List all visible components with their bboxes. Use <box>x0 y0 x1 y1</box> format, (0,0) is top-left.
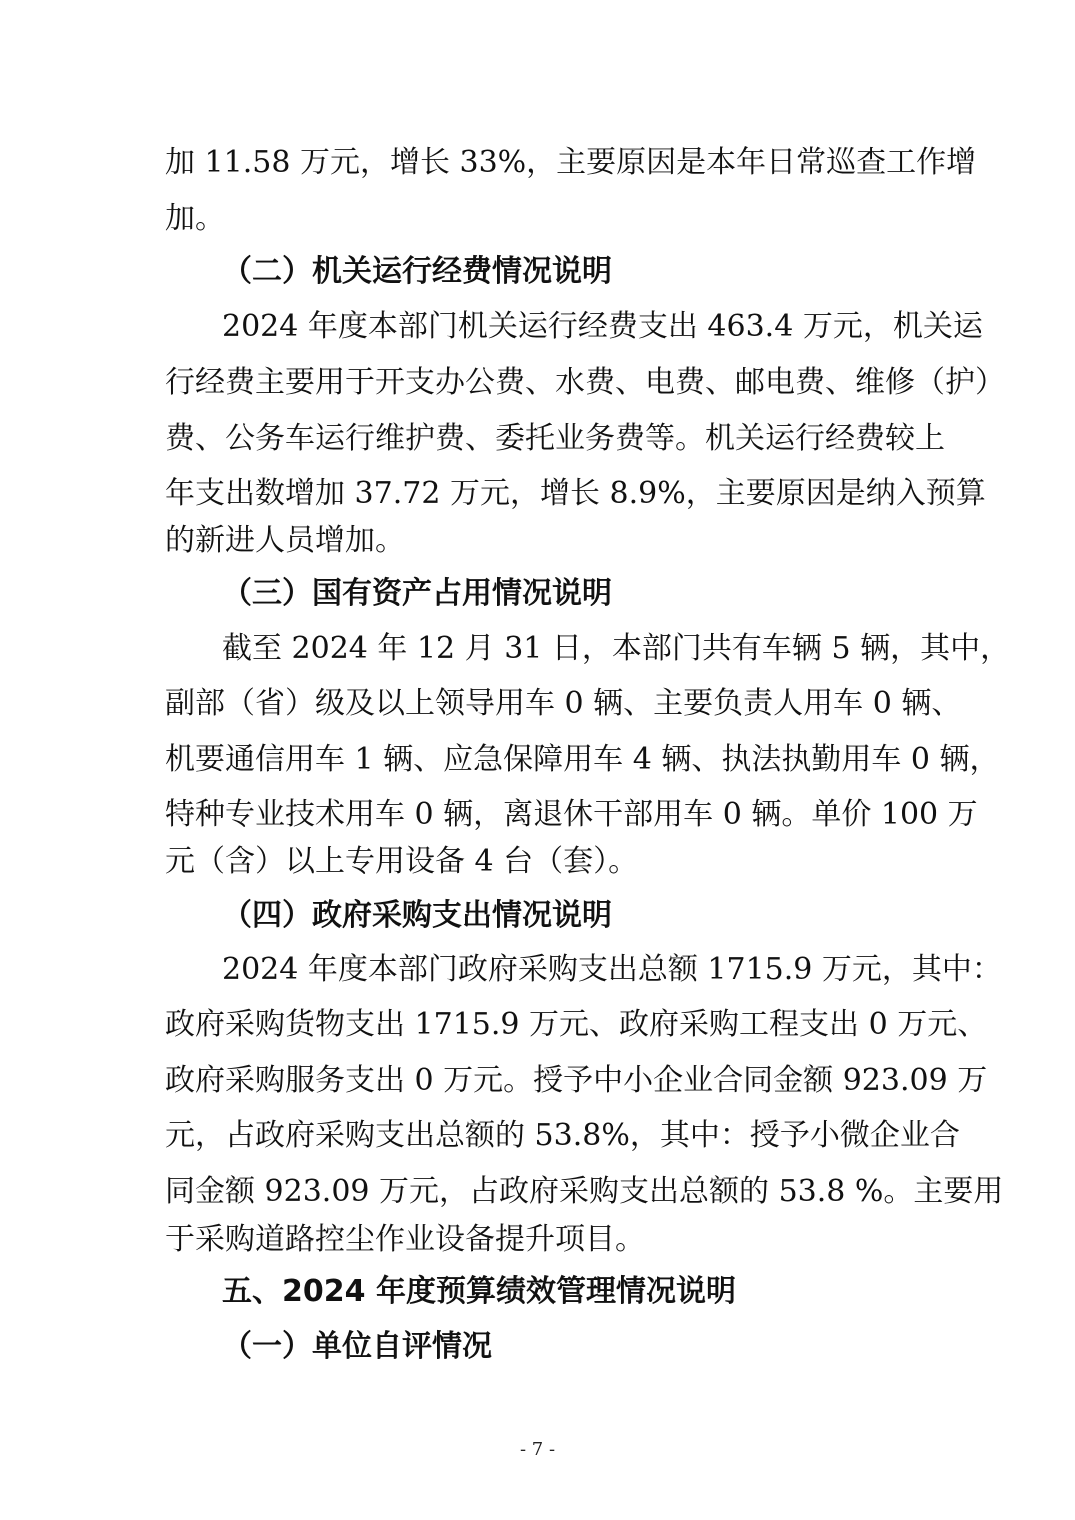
section-heading: （三）国有资产占用情况说明 <box>222 576 612 611</box>
section-heading: （二）机关运行经费情况说明 <box>222 254 612 289</box>
paragraph-line: 政府采购货物支出 1715.9 万元、政府采购工程支出 0 万元、 <box>165 1007 988 1042</box>
paragraph-line: 加。 <box>165 201 225 236</box>
paragraph-line: 的新进人员增加。 <box>165 523 405 558</box>
paragraph-line: 截至 2024 年 12 月 31 日，本部门共有车辆 5 辆，其中， <box>222 631 1011 666</box>
paragraph-line: 元（含）以上专用设备 4 台（套）。 <box>165 844 639 879</box>
paragraph-line: 年支出数增加 37.72 万元，增长 8.9%，主要原因是纳入预算 <box>165 476 986 511</box>
paragraph-line: 特种专业技术用车 0 辆，离退休干部用车 0 辆。单价 100 万 <box>165 797 978 832</box>
paragraph-line: 政府采购服务支出 0 万元。授予中小企业合同金额 923.09 万 <box>165 1063 988 1098</box>
page-number: - 7 - <box>519 1439 556 1460</box>
paragraph-line: 2024 年度本部门政府采购支出总额 1715.9 万元，其中： <box>222 952 1002 987</box>
paragraph-line: 机要通信用车 1 辆、应急保障用车 4 辆、执法执勤用车 0 辆， <box>165 742 1000 777</box>
paragraph-line: 同金额 923.09 万元，占政府采购支出总额的 53.8 %。主要用 <box>165 1174 1004 1209</box>
section-heading: （一）单位自评情况 <box>222 1329 492 1364</box>
paragraph-line: 行经费主要用于开支办公费、水费、电费、邮电费、维修（护） <box>165 365 1005 400</box>
paragraph-line: 于采购道路控尘作业设备提升项目。 <box>165 1222 645 1257</box>
section-heading: （四）政府采购支出情况说明 <box>222 898 612 933</box>
paragraph-line: 加 11.58 万元，增长 33%，主要原因是本年日常巡查工作增 <box>165 145 977 180</box>
paragraph-line: 副部（省）级及以上领导用车 0 辆、主要负责人用车 0 辆、 <box>165 686 962 721</box>
paragraph-line: 2024 年度本部门机关运行经费支出 463.4 万元，机关运 <box>222 309 983 344</box>
paragraph-line: 费、公务车运行维护费、委托业务费等。机关运行经费较上 <box>165 421 945 456</box>
paragraph-line: 元，占政府采购支出总额的 53.8%，其中：授予小微企业合 <box>165 1118 960 1153</box>
chapter-heading: 五、2024 年度预算绩效管理情况说明 <box>222 1274 736 1309</box>
